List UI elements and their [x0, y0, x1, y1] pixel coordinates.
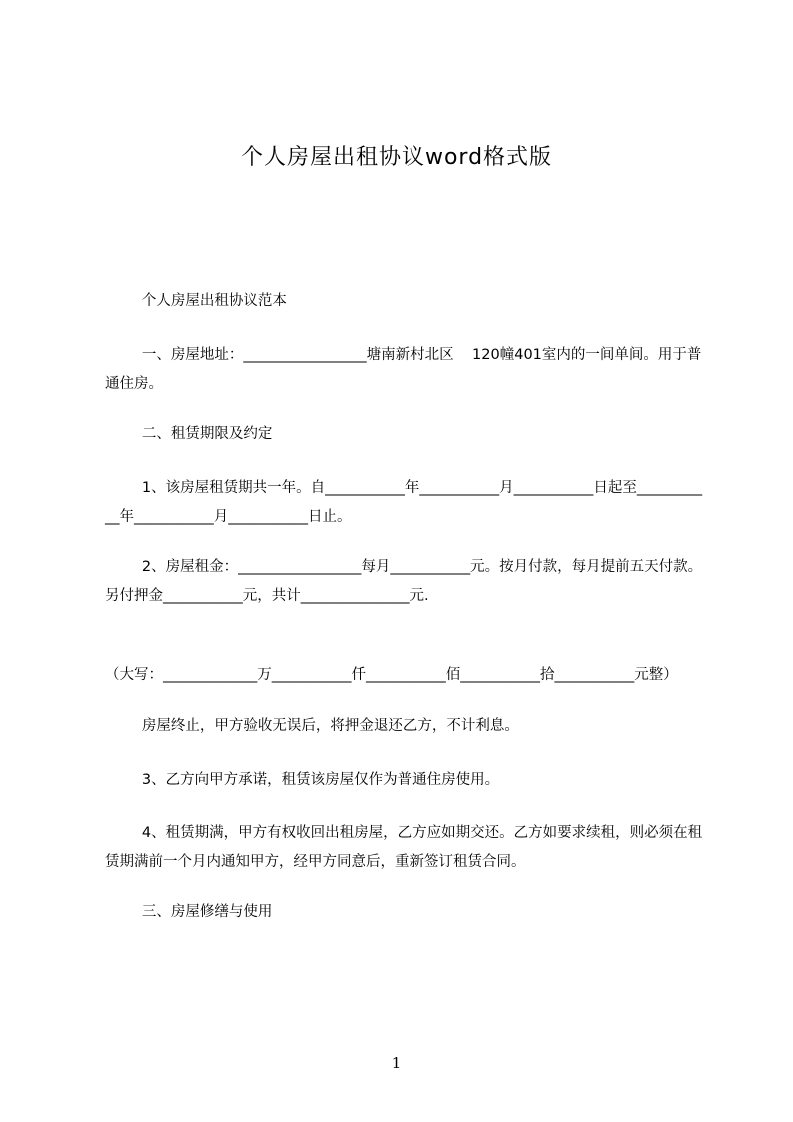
paragraph-house-address: 一、房屋地址：_________________塘南新村北区 120幢401室内的一间单间。用于普通住房。: [105, 347, 702, 392]
paragraph-lease-expiry: 4、租赁期满，甲方有权收回出租房屋，乙方应如期交还。乙方如要求续租，则必须在租赁期满前一个月内通知甲方，经甲方同意后，重新签订租赁合同。: [105, 825, 703, 870]
page-number: 1: [391, 1054, 402, 1072]
paragraph-amount-in-words: （大写：_____________万___________仟___________佰___________拾___________元整）: [105, 638, 678, 683]
paragraph-lease-period: 1、该房屋租赁期共一年。自___________年___________月___________日起至___________年___________月___________日止。: [105, 480, 703, 525]
paragraph-deposit-return: 房屋终止，甲方验收无误后，将押金退还乙方，不计利息。: [105, 718, 519, 734]
paragraph-section-repair: 三、房屋修缮与使用: [105, 904, 273, 920]
paragraph-usage-promise: 3、乙方向甲方承诺，租赁该房屋仅作为普通住房使用。: [105, 772, 500, 788]
paragraph-section-lease-term: 二、租赁期限及约定: [105, 426, 273, 442]
paragraph-rent: 2、房屋租金：_________________每月___________元。按月付款，每月提前五天付款。另付押金___________元，共计_______________元.: [105, 559, 703, 604]
paragraph-heading-sample: 个人房屋出租协议范本: [105, 293, 287, 309]
document-title: 个人房屋出租协议word格式版: [240, 145, 553, 170]
